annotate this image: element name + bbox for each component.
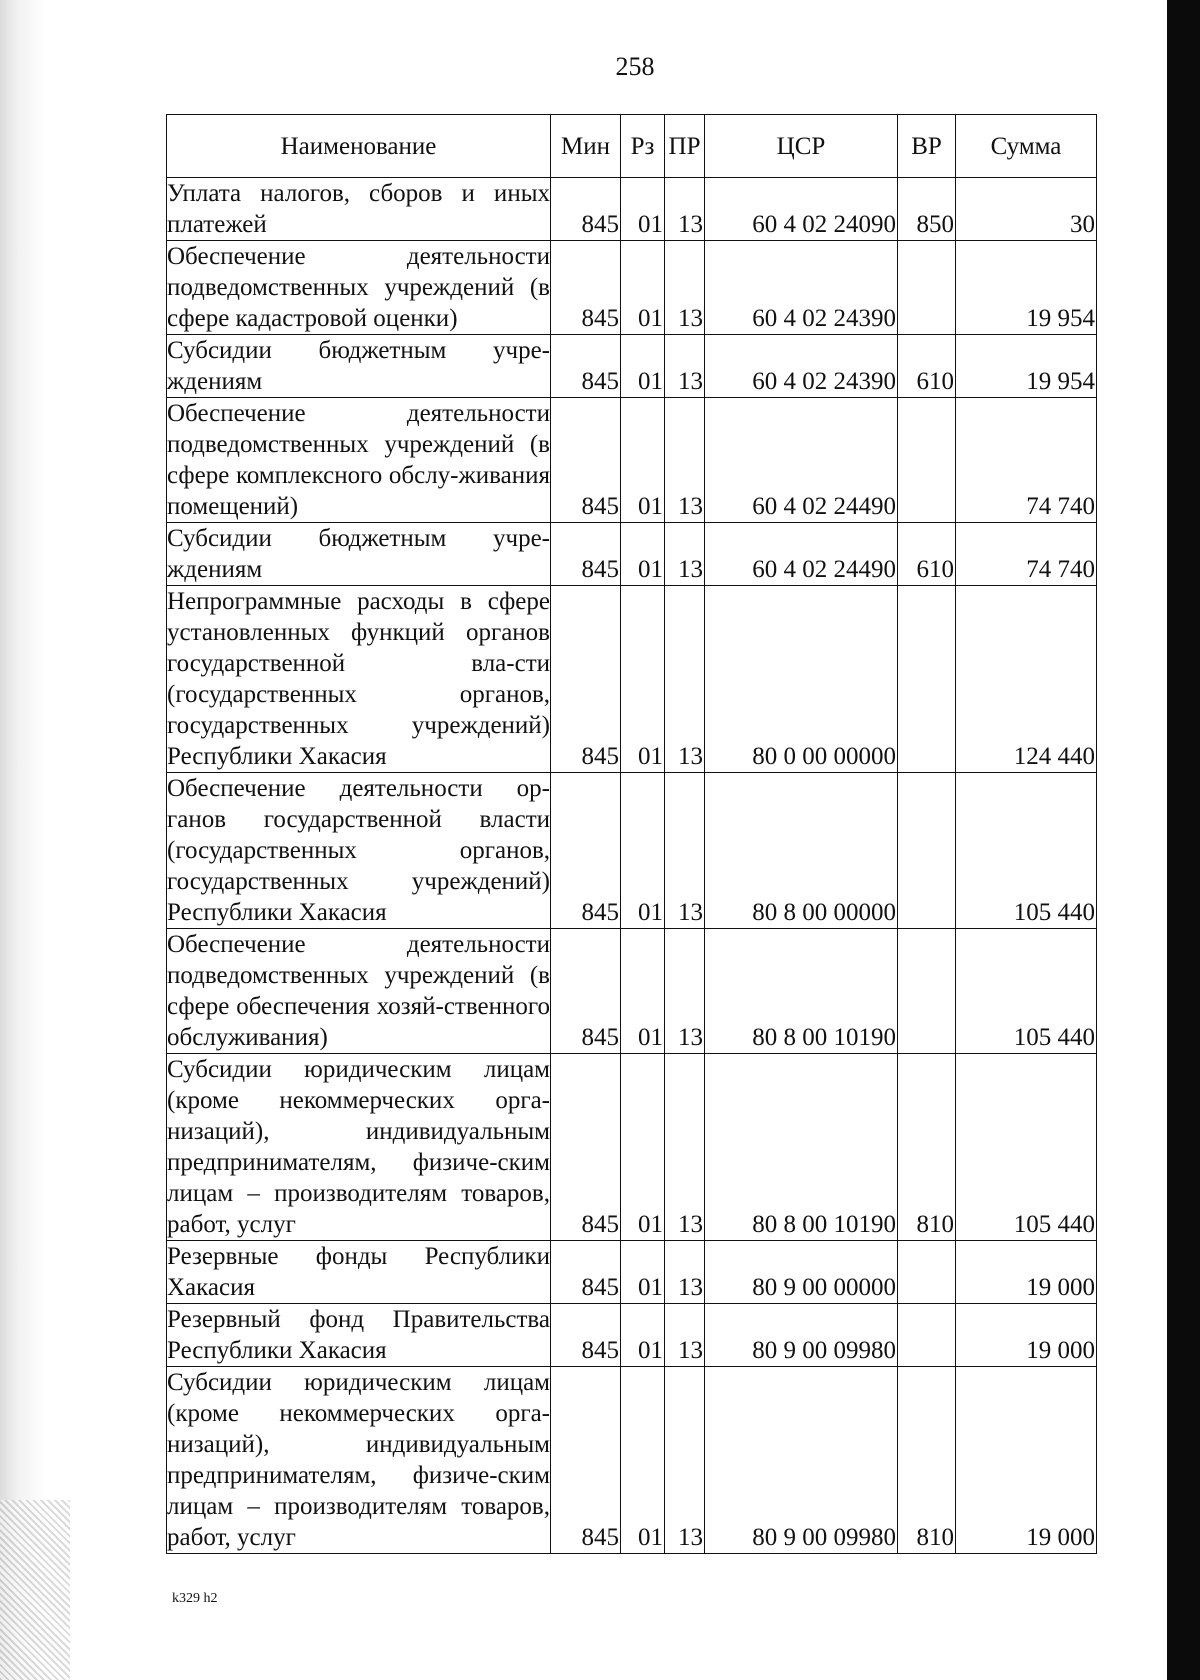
cell-vr [898,1241,956,1304]
scan-left-edge [0,0,46,1680]
cell-pr: 13 [665,178,705,241]
cell-pr: 13 [665,241,705,335]
cell-vr [898,241,956,335]
cell-pr: 13 [665,1241,705,1304]
cell-rz: 01 [621,241,665,335]
cell-min: 845 [551,1241,621,1304]
cell-name: Резервный фонд Правительства Республики Хакасия [167,1304,551,1367]
table-row [167,1367,1097,1554]
cell-sum: 19 000 [956,1367,1097,1554]
table-header-row [167,115,1097,178]
table-row [167,398,1097,523]
table-row [167,929,1097,1054]
cell-csr: 60 4 02 24490 [705,398,898,523]
cell-rz: 01 [621,586,665,773]
cell-sum: 30 [956,178,1097,241]
cell-pr: 13 [665,929,705,1054]
cell-sum: 19 000 [956,1241,1097,1304]
cell-name: Субсидии юридическим лицам (кроме некоммерческих орга-низаций), индивидуальным предпринимателям, физиче-ским лицам – производителям товаров, работ, услуг [167,1054,551,1241]
cell-sum: 19 954 [956,241,1097,335]
cell-rz: 01 [621,1241,665,1304]
cell-vr [898,586,956,773]
table-row [167,773,1097,929]
cell-pr: 13 [665,335,705,398]
cell-name: Субсидии юридическим лицам (кроме некоммерческих орга-низаций), индивидуальным предпринимателям, физиче-ским лицам – производителям товаров, работ, услуг [167,1367,551,1554]
cell-rz: 01 [621,1367,665,1554]
table-row [167,1241,1097,1304]
cell-vr: 850 [898,178,956,241]
cell-rz: 01 [621,773,665,929]
table-row [167,178,1097,241]
cell-name: Резервные фонды Республики Хакасия [167,1241,551,1304]
scan-noise [0,1500,70,1680]
cell-name: Субсидии бюджетным учре-ждениям [167,335,551,398]
table-row [167,1054,1097,1241]
cell-vr [898,929,956,1054]
cell-sum: 105 440 [956,1054,1097,1241]
header-min: Мин [551,115,621,178]
budget-table [166,114,1097,1554]
cell-csr: 80 8 00 00000 [705,773,898,929]
cell-csr: 80 9 00 09980 [705,1367,898,1554]
cell-pr: 13 [665,773,705,929]
cell-sum: 74 740 [956,398,1097,523]
cell-min: 845 [551,241,621,335]
cell-sum: 105 440 [956,773,1097,929]
cell-min: 845 [551,1054,621,1241]
cell-name: Обеспечение деятельности подведомственных учреждений (в сфере комплексного обслу-живания помещений) [167,398,551,523]
cell-vr [898,398,956,523]
cell-csr: 80 8 00 10190 [705,929,898,1054]
cell-name: Обеспечение деятельности ор-ганов государственной власти (государственных органов, государственных учреждений) Республики Хакасия [167,773,551,929]
table-row [167,1304,1097,1367]
cell-vr: 810 [898,1054,956,1241]
cell-csr: 80 8 00 10190 [705,1054,898,1241]
cell-rz: 01 [621,398,665,523]
table-row [167,335,1097,398]
cell-pr: 13 [665,1054,705,1241]
cell-min: 845 [551,335,621,398]
cell-min: 845 [551,523,621,586]
table-body [167,178,1097,1554]
cell-pr: 13 [665,398,705,523]
header-name: Наименование [167,115,551,178]
cell-csr: 80 9 00 00000 [705,1241,898,1304]
cell-sum: 105 440 [956,929,1097,1054]
header-rz: Рз [621,115,665,178]
cell-csr: 80 9 00 09980 [705,1304,898,1367]
cell-pr: 13 [665,1367,705,1554]
cell-pr: 13 [665,523,705,586]
cell-name: Обеспечение деятельности подведомственных учреждений (в сфере кадастровой оценки) [167,241,551,335]
cell-csr: 60 4 02 24390 [705,335,898,398]
header-csr: ЦСР [705,115,898,178]
footer-code: k329 h2 [172,1591,218,1606]
scan-right-edge [1167,0,1200,1680]
cell-csr: 80 0 00 00000 [705,586,898,773]
cell-sum: 19 000 [956,1304,1097,1367]
cell-name: Обеспечение деятельности подведомственных учреждений (в сфере обеспечения хозяй-ственного обслуживания) [167,929,551,1054]
cell-vr [898,773,956,929]
cell-min: 845 [551,586,621,773]
cell-rz: 01 [621,1054,665,1241]
page-number: 258 [615,52,655,81]
cell-rz: 01 [621,1304,665,1367]
cell-csr: 60 4 02 24390 [705,241,898,335]
cell-pr: 13 [665,586,705,773]
table-row [167,523,1097,586]
cell-vr: 610 [898,523,956,586]
header-vr: ВР [898,115,956,178]
table-row [167,586,1097,773]
cell-min: 845 [551,178,621,241]
cell-name: Уплата налогов, сборов и иных платежей [167,178,551,241]
cell-csr: 60 4 02 24090 [705,178,898,241]
cell-vr: 610 [898,335,956,398]
header-pr: ПР [665,115,705,178]
cell-pr: 13 [665,1304,705,1367]
cell-rz: 01 [621,523,665,586]
cell-min: 845 [551,1367,621,1554]
cell-min: 845 [551,398,621,523]
cell-csr: 60 4 02 24490 [705,523,898,586]
cell-min: 845 [551,1304,621,1367]
cell-min: 845 [551,929,621,1054]
cell-rz: 01 [621,929,665,1054]
cell-rz: 01 [621,178,665,241]
cell-sum: 19 954 [956,335,1097,398]
cell-vr [898,1304,956,1367]
cell-vr: 810 [898,1367,956,1554]
cell-sum: 124 440 [956,586,1097,773]
header-sum: Сумма [956,115,1097,178]
cell-min: 845 [551,773,621,929]
cell-rz: 01 [621,335,665,398]
cell-name: Субсидии бюджетным учре-ждениям [167,523,551,586]
cell-sum: 74 740 [956,523,1097,586]
cell-name: Непрограммные расходы в сфере установленных функций органов государственной вла-сти (государственных органов, государственных учреждений) Республики Хакасия [167,586,551,773]
table-row [167,241,1097,335]
